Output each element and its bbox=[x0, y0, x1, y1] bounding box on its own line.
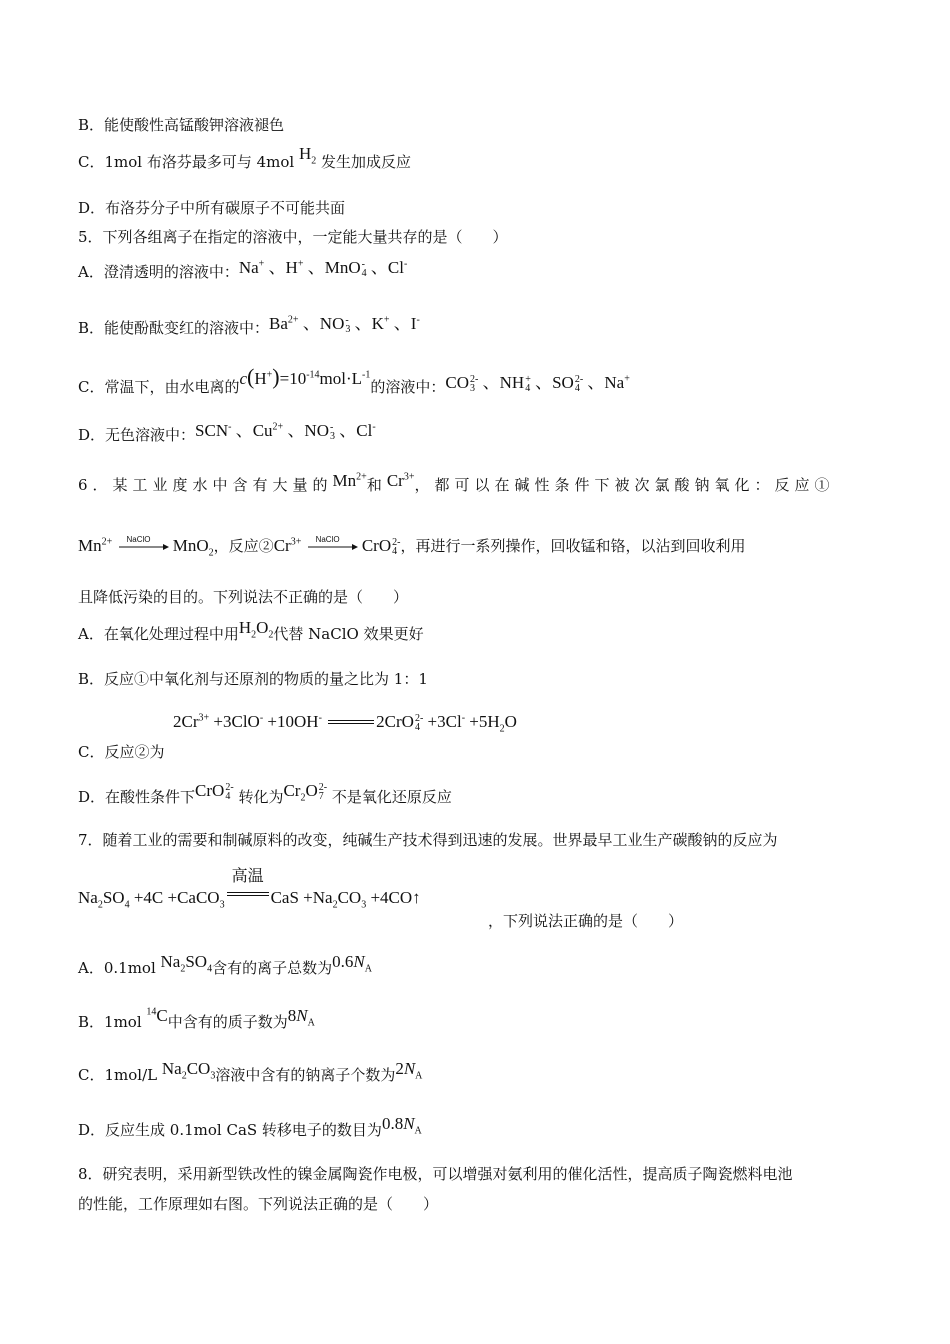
na-sub: A bbox=[414, 1125, 422, 1137]
formula-h2o2: $H_2O_2$ bbox=[238, 618, 274, 641]
value-a-num: 0.6 bbox=[332, 952, 354, 971]
q6-line2-text: ，反应② bbox=[213, 537, 274, 555]
na-symbol: N bbox=[403, 1114, 415, 1133]
q6-option-d bbox=[78, 781, 452, 807]
q6-line2-text2: ，再进行一系列操作，回收锰和铬，以沾到回收利用 bbox=[400, 537, 746, 555]
q6-stem bbox=[78, 471, 835, 495]
q5-b-ions: $Ba^{2+}$ 、NO - 3 、K+ 、I- bbox=[269, 314, 420, 336]
q6-stem-text: 6．某工业度水中含有大量的 bbox=[78, 476, 333, 494]
q4-option-c-text2: 发生加成反应 bbox=[321, 153, 412, 171]
q7-option-b-text: B．1mol bbox=[78, 1013, 147, 1031]
equals-bar bbox=[326, 718, 376, 728]
q7-option-a-text: A．0.1mol bbox=[78, 959, 161, 977]
q6-option-c: C．反应②为 bbox=[78, 743, 165, 761]
q6-option-d-text3: 不是氧化还原反应 bbox=[331, 788, 452, 806]
q5-option-c-text2: 的溶液中： bbox=[370, 378, 446, 396]
ion-cro4: CrO 2- 4 bbox=[195, 781, 234, 803]
q6-line3: 且降低污染的目的。下列说法不正确的是（ ） bbox=[78, 588, 409, 606]
reaction-2-arrow bbox=[306, 535, 358, 554]
q7-reaction: $Na_2SO_4 +4C$ +CaCO$_3$ 高温 CaS $+Na_2CO_3$ +4CO↑ bbox=[78, 866, 421, 911]
reaction-1-arrow bbox=[117, 535, 169, 554]
value-d bbox=[381, 1114, 422, 1137]
q5-option-b-text: B．能使酚酞变红的溶液中： bbox=[78, 319, 270, 337]
q5-c-ions: CO 2- 3 、NH + 4 、SO 2- 4 、Na+ bbox=[445, 373, 630, 395]
q5-a-ions: Na+ 、H+ 、MnO - 4 、Cl- bbox=[238, 258, 408, 280]
high-temp-condition bbox=[225, 866, 271, 908]
na-sub: A bbox=[307, 1017, 315, 1029]
q6-option-a-text2: 代替 NaClO 效果更好 bbox=[273, 625, 424, 643]
q5-c-condition: $c(H^+)=10^{-14}mol\cdot L^{-1}$ bbox=[239, 364, 371, 389]
ion-cr2o7: $Cr_2O$ 2- 7 bbox=[283, 781, 328, 804]
q6-option-a-text: A．在氧化处理过程中用 bbox=[78, 625, 239, 643]
formula-na2so4: $Na_2SO_4$ bbox=[160, 952, 213, 975]
q4-option-c-text: C．1mol 布洛芬最多可与 4mol bbox=[78, 153, 299, 171]
q7-option-b-text2: 中含有的质子数为 bbox=[167, 1013, 288, 1031]
q8-line2: 的性能，工作原理如右图。下列说法正确的是（ ） bbox=[78, 1195, 439, 1213]
q8-line1: 8．研究表明，采用新型铁改性的镍金属陶瓷作电极，可以增强对氨利用的催化活性，提高质子陶瓷燃料电池 bbox=[78, 1165, 793, 1183]
q5-d-ions: SCN- 、$Cu^{2+}$ 、NO - 3 、Cl- bbox=[195, 421, 376, 443]
q6-equation: $2Cr^{3+} +3ClO^- +10OH^-$ 2CrO 2- 4 $+3Cl^- +5H_2O$ bbox=[173, 712, 517, 735]
q7-option-a bbox=[78, 952, 372, 978]
value-c-num: 2 bbox=[395, 1059, 404, 1078]
q5-option-d bbox=[78, 421, 376, 445]
arrow-label: NaClO bbox=[315, 535, 340, 545]
q5-stem: 5．下列各组离子在指定的溶液中，一定能大量共存的是（ ） bbox=[78, 228, 508, 246]
na-symbol: N bbox=[296, 1006, 308, 1025]
q7-option-c-text: C．1mol/L bbox=[78, 1066, 162, 1084]
q6-option-d-text: D．在酸性条件下 bbox=[78, 788, 196, 806]
condition-label: 高温 bbox=[231, 866, 264, 885]
q6-stem-text2: 和 bbox=[366, 476, 387, 494]
value-d-num: 0.8 bbox=[381, 1114, 404, 1133]
q6-option-b: B．反应①中氧化剂与还原剂的物质的量之比为 1：1 bbox=[78, 670, 428, 688]
formula-na2co3: $Na_2CO_3$ bbox=[161, 1059, 216, 1082]
q5-option-a-text: A．澄清透明的溶液中： bbox=[78, 263, 239, 281]
q5-option-c-text: C．常温下，由水电离的 bbox=[78, 378, 240, 396]
value-a bbox=[332, 952, 372, 975]
reaction-1: $Mn^{2+}$ NaClO MnO$_2$ bbox=[78, 536, 214, 555]
na-sub: A bbox=[415, 1070, 423, 1082]
q7-option-d bbox=[78, 1114, 422, 1140]
q4-option-b: B．能使酸性高锰酸钾溶液褪色 bbox=[78, 116, 285, 134]
q7-option-b bbox=[78, 1006, 315, 1032]
q5-option-c bbox=[78, 364, 630, 397]
q5-option-b bbox=[78, 314, 420, 338]
formula-c14: $^{14}$C bbox=[146, 1006, 168, 1025]
q7-option-a-text2: 含有的离子总数为 bbox=[212, 959, 333, 977]
na-symbol: N bbox=[403, 1059, 416, 1078]
q6-option-d-text2: 转化为 bbox=[238, 788, 284, 806]
q4-option-d: D．布洛芬分子中所有碳原子不可能共面 bbox=[78, 199, 346, 217]
reaction-2: $Cr^{3+}$ NaClO CrO 2- 4 bbox=[274, 536, 401, 555]
q6-stem-text3: ，都可以在碱性条件下被次氯酸钠氧化：反应① bbox=[414, 476, 835, 494]
arrow-label: NaClO bbox=[126, 535, 151, 545]
ion-mn2: $Mn^{2+}$ bbox=[332, 471, 367, 490]
q6-line2 bbox=[78, 535, 746, 559]
formula-h2: $H_2$ bbox=[298, 144, 317, 167]
q7-stem: 7．随着工业的需要和制碱原料的改变，纯碱生产技术得到迅速的发展。世界最早工业生产碳酸钠的反应为 bbox=[78, 831, 778, 849]
q7-option-c-text2: 溶液中含有的钠离子个数为 bbox=[215, 1066, 396, 1084]
value-c bbox=[395, 1059, 423, 1082]
q5-option-a bbox=[78, 258, 408, 282]
q7-option-d-text: D．反应生成 0.1mol CaS 转移电子的数目为 bbox=[78, 1121, 382, 1139]
q7-option-c bbox=[78, 1059, 423, 1085]
value-b-num: 8 bbox=[287, 1006, 297, 1025]
na-symbol: N bbox=[353, 952, 365, 971]
q5-option-d-text: D．无色溶液中： bbox=[78, 426, 196, 444]
ion-cr3: $Cr^{3+}$ bbox=[386, 471, 415, 490]
q7-stem-end: ，下列说法正确的是（ ） bbox=[488, 912, 684, 930]
q4-option-c bbox=[78, 144, 412, 172]
na-sub: A bbox=[364, 963, 372, 975]
value-b bbox=[287, 1006, 315, 1029]
q6-option-a bbox=[78, 618, 424, 644]
